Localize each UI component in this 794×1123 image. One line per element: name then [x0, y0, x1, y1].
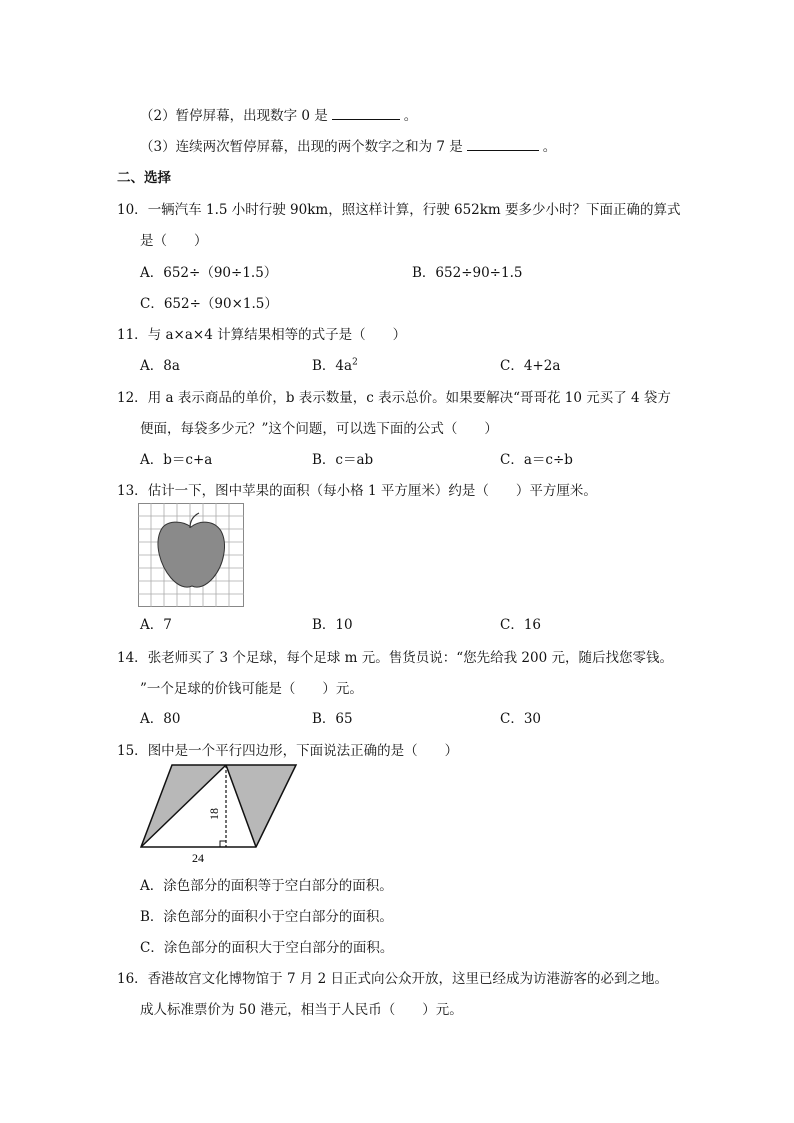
q14-option-b[interactable]: B．65	[312, 711, 353, 727]
q10-option-b[interactable]: B．652÷90÷1.5	[412, 265, 523, 281]
question-number: 10．	[117, 202, 148, 218]
question-text: 张老师买了 3 个足球，每个足球 m 元。售货员说：“您先给我 200 元，随后找您零钱。	[147, 650, 673, 666]
sub-item-2-text: （2）暂停屏幕，出现数字 0 是	[140, 108, 328, 124]
q10-option-c[interactable]: C．652÷（90×1.5）	[140, 296, 278, 312]
question-number: 15．	[117, 743, 148, 759]
q12-option-c[interactable]: C．a＝c÷b	[500, 452, 573, 468]
right-angle-mark	[220, 841, 226, 847]
question-15-line-1	[117, 739, 458, 759]
sub-item-2-end: 。	[403, 108, 418, 124]
sub-item-2	[140, 104, 417, 124]
sub-item-3	[140, 135, 556, 155]
question-number: 16．	[117, 971, 148, 987]
question-text: 香港故宫文化博物馆于 7 月 2 日正式向公众开放，这里已经成为访港游客的必到之地。	[147, 971, 669, 987]
q15-option-a[interactable]: A．涂色部分的面积等于空白部分的面积。	[140, 878, 393, 894]
answer-blank[interactable]	[332, 107, 400, 120]
question-number: 12．	[117, 390, 148, 406]
question-text: 与 a×a×4 计算结果相等的式子是（ ）	[147, 327, 407, 343]
q11-option-a[interactable]: A．8a	[140, 358, 180, 374]
question-text: 估计一下，图中苹果的面积（每小格 1 平方厘米）约是（ ）平方厘米。	[147, 483, 597, 499]
question-text: 一辆汽车 1.5 小时行驶 90km，照这样计算，行驶 652km 要多少小时？下面正确的算式	[147, 202, 681, 218]
question-14-line-2: ”一个足球的价钱可能是（ ）元。	[140, 681, 363, 697]
base-label: 24	[192, 851, 204, 865]
question-11-line-1	[117, 323, 406, 343]
question-16-line-1	[117, 967, 668, 987]
question-16-line-2: 成人标准票价为 50 港元，相当于人民币（ ）元。	[140, 1002, 463, 1018]
section-title: 二、选择	[117, 170, 171, 186]
q14-option-c[interactable]: C．30	[500, 711, 542, 727]
q11-option-b-text: B．4a	[312, 358, 353, 374]
q12-option-a[interactable]: A．b＝c+a	[140, 452, 213, 468]
question-number: 11．	[117, 327, 148, 343]
q14-option-a[interactable]: A．80	[140, 711, 181, 727]
q13-option-c[interactable]: C．16	[500, 617, 542, 633]
shaded-triangle-right	[226, 765, 296, 847]
q10-option-a[interactable]: A．652÷（90÷1.5）	[140, 265, 278, 281]
question-13-line-1	[117, 479, 597, 499]
q11-option-b-exponent: 2	[352, 357, 358, 368]
question-number: 13．	[117, 483, 148, 499]
question-10-line-1	[117, 198, 681, 218]
apple-grid-figure	[138, 503, 244, 607]
q12-option-b[interactable]: B．c＝ab	[312, 452, 374, 468]
answer-blank[interactable]	[467, 138, 539, 151]
height-label: 18	[207, 808, 221, 820]
question-number: 14．	[117, 650, 148, 666]
question-text: 图中是一个平行四边形，下面说法正确的是（ ）	[147, 743, 459, 759]
q11-option-b[interactable]	[312, 354, 358, 374]
q13-option-b[interactable]: B．10	[312, 617, 353, 633]
sub-item-3-end: 。	[542, 139, 557, 155]
q11-option-c[interactable]: C．4+2a	[500, 358, 561, 374]
sub-item-3-text: （3）连续两次暂停屏幕，出现的两个数字之和为 7 是	[140, 139, 463, 155]
q13-option-a[interactable]: A．7	[140, 617, 172, 633]
question-text: 用 a 表示商品的单价，b 表示数量，c 表示总价。如果要解决“哥哥花 10 元买了 4 袋方	[147, 390, 671, 406]
question-12-line-1	[117, 386, 671, 406]
question-10-line-2: 是（ ）	[140, 233, 208, 249]
parallelogram-figure	[136, 762, 298, 866]
q15-option-b[interactable]: B．涂色部分的面积小于空白部分的面积。	[140, 909, 393, 925]
question-12-line-2: 便面，每袋多少元？”这个问题，可以选下面的公式（ ）	[140, 421, 498, 437]
q15-option-c[interactable]: C．涂色部分的面积大于空白部分的面积。	[140, 940, 394, 956]
question-14-line-1	[117, 646, 673, 666]
